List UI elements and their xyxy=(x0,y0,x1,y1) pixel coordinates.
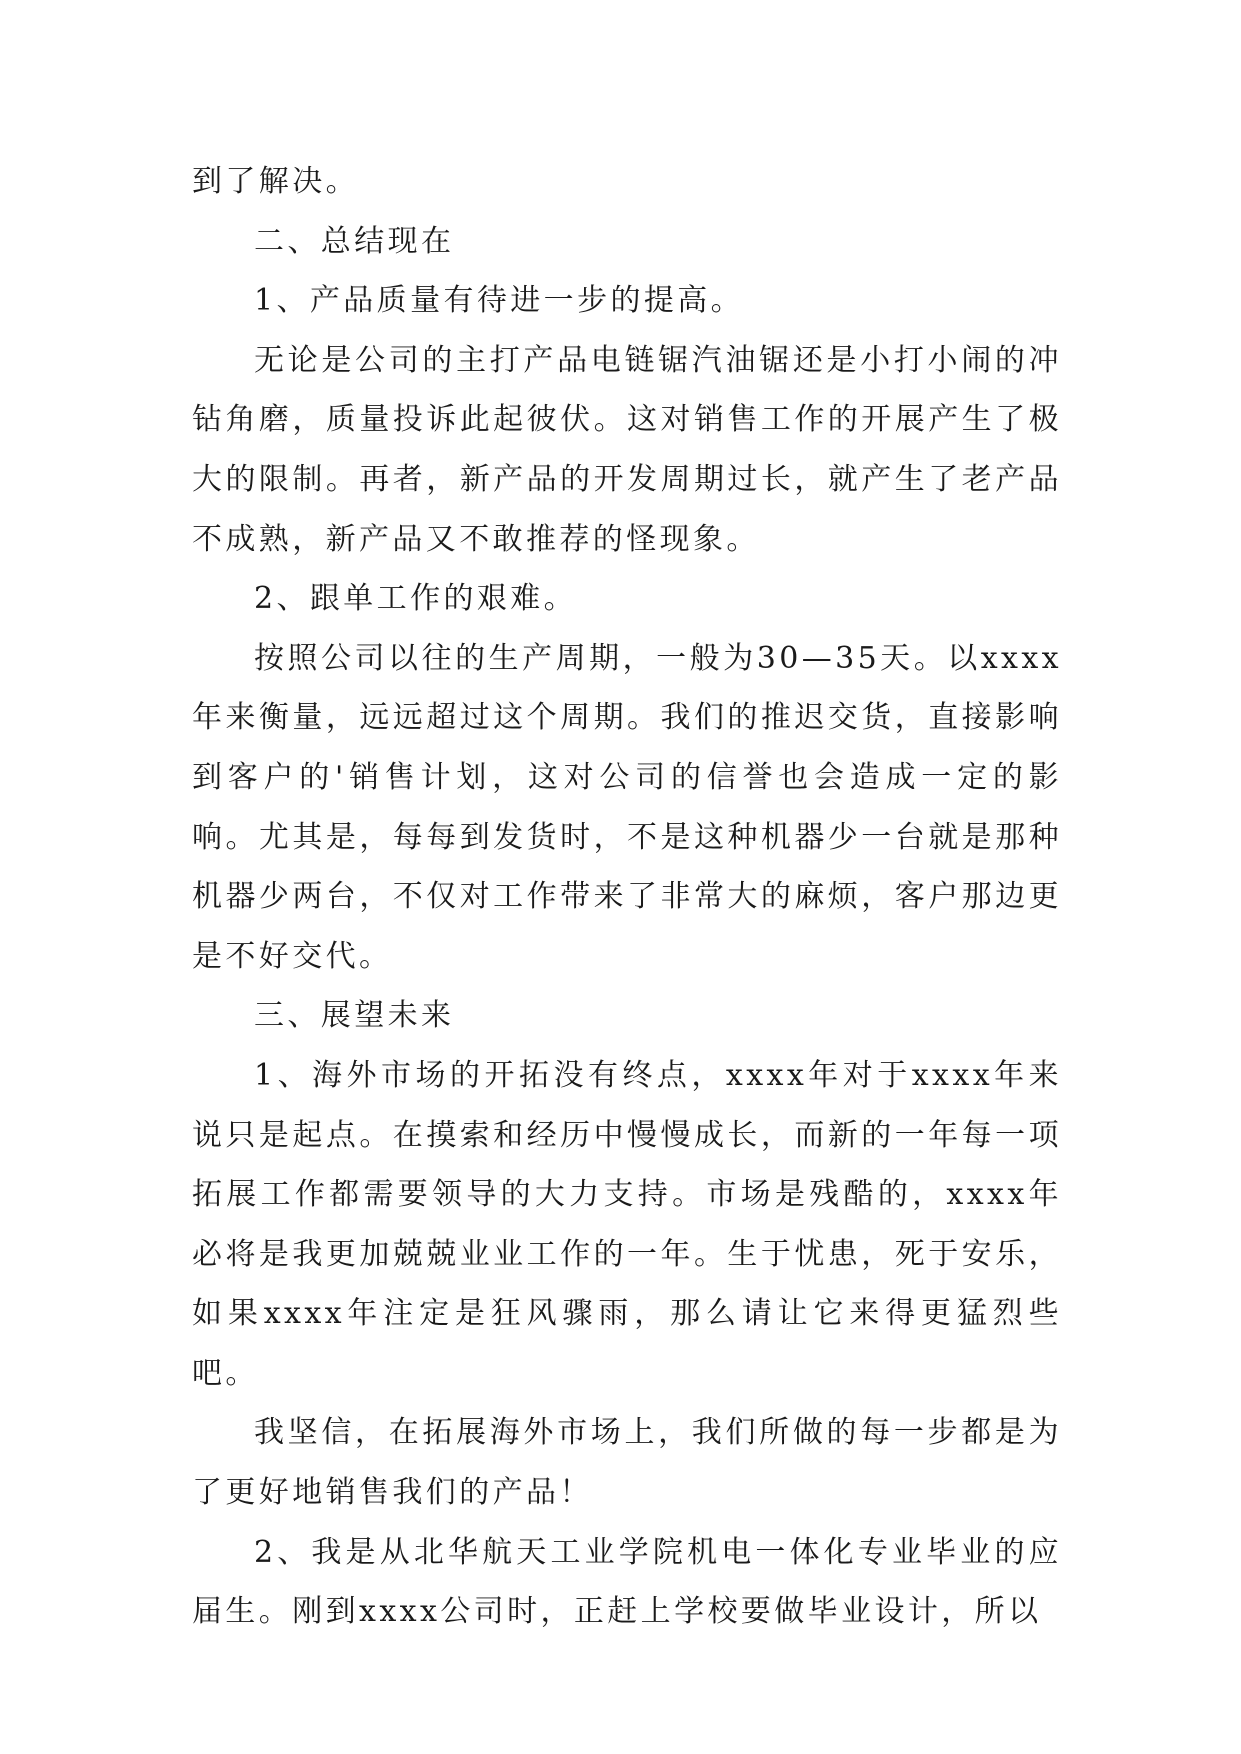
subheading: 1、产品质量有待进一步的提高。 xyxy=(254,283,745,319)
paragraph: 按照公司以往的生产周期，一般为30—35天。以xxxx年来衡量，远远超过这个周期。我们的推迟交货，直接影响到客户的'销售计划，这对公司的信誉也会造成一定的影响。尤其是，每每到发货时，不是这种机器少一台就是那种机器少两台，不仅对工作带来了非常大的麻烦，客户那边更是不好交代。 xyxy=(192,640,1062,974)
subheading: 2、跟单工作的艰难。 xyxy=(254,581,578,617)
document-body xyxy=(192,152,1062,1642)
paragraph: 2、我是从北华航天工业学院机电一体化专业毕业的应届生。刚到xxxx公司时，正赶上学校要做毕业设计，所以 xyxy=(192,1534,1062,1630)
paragraph: 1、海外市场的开拓没有终点，xxxx年对于xxxx年来说只是起点。在摸索和经历中慢慢成长，而新的一年每一项拓展工作都需要领导的大力支持。市场是残酷的，xxxx年必将是我更加兢兢业业工作的一年。生于忧患，死于安乐，如果xxxx年注定是狂风骤雨，那么请让它来得更猛烈些吧。 xyxy=(192,1057,1062,1391)
section-heading: 三、展望未来 xyxy=(254,998,455,1034)
paragraph: 我坚信，在拓展海外市场上，我们所做的每一步都是为了更好地销售我们的产品！ xyxy=(192,1415,1062,1511)
paragraph: 无论是公司的主打产品电链锯汽油锯还是小打小闹的冲钻角磨，质量投诉此起彼伏。这对销售工作的开展产生了极大的限制。再者，新产品的开发周期过长，就产生了老产品不成熟，新产品又不敢推荐的怪现象。 xyxy=(192,342,1062,557)
paragraph: 到了解决。 xyxy=(192,164,359,199)
section-heading: 二、总结现在 xyxy=(254,223,455,259)
